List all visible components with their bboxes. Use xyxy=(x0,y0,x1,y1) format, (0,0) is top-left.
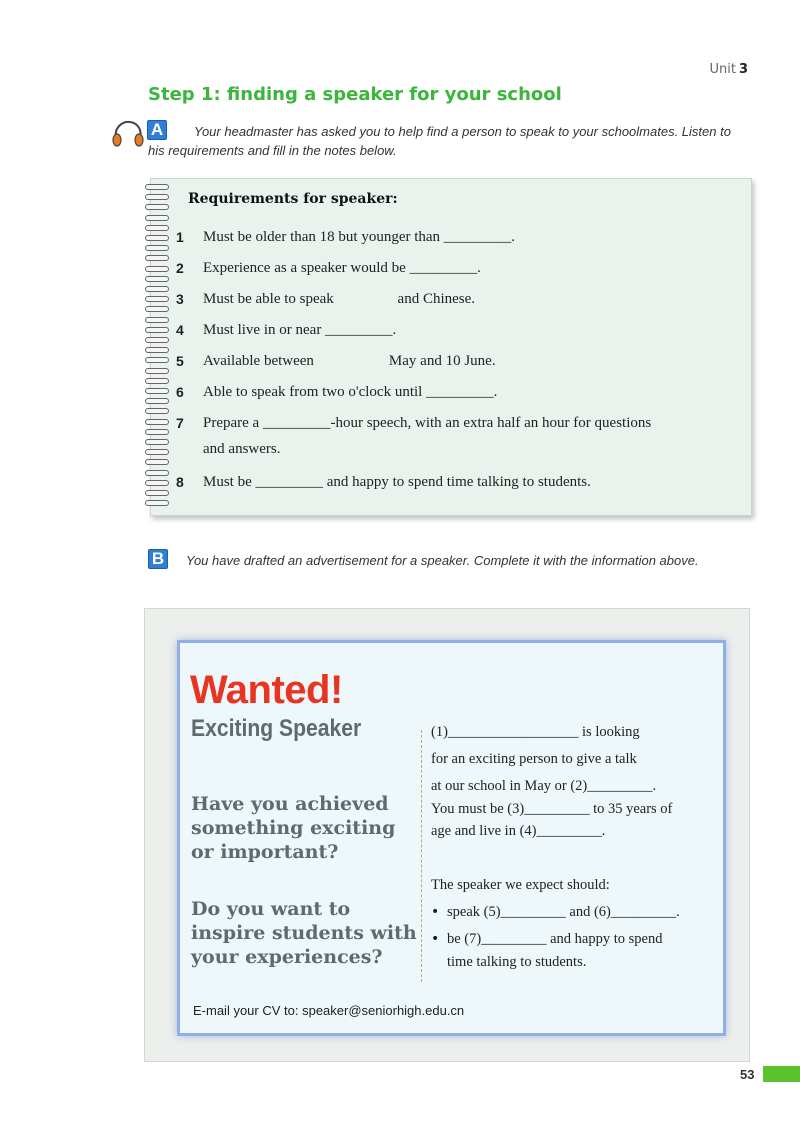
unit-number: 3 xyxy=(738,62,748,77)
spiral-ring xyxy=(145,306,169,312)
spiral-ring xyxy=(145,347,169,353)
unit-label: Unit 3 xyxy=(709,62,748,77)
ad-line: for an exciting person to give a talk xyxy=(431,751,637,767)
spiral-ring xyxy=(145,194,169,200)
spiral-ring xyxy=(145,184,169,190)
spiral-ring xyxy=(145,276,169,282)
spiral-ring xyxy=(145,500,169,506)
spiral-ring xyxy=(145,266,169,272)
spiral-ring xyxy=(145,388,169,394)
spiral-ring xyxy=(145,337,169,343)
spiral-ring xyxy=(145,398,169,404)
spiral-ring xyxy=(145,327,169,333)
spiral-ring xyxy=(145,470,169,476)
spiral-ring xyxy=(145,408,169,414)
ad-line: (1)__________________ is looking xyxy=(431,724,640,740)
spiral-ring xyxy=(145,429,169,435)
ad-bullet-continuation: time talking to students. xyxy=(447,954,587,970)
spiral-ring xyxy=(145,255,169,261)
spiral-ring xyxy=(145,490,169,496)
bullet-dot: • xyxy=(431,931,440,947)
page-number-bar xyxy=(763,1066,800,1082)
ad-line: You must be (3)_________ to 35 years of xyxy=(431,801,673,817)
spiral-ring xyxy=(145,286,169,292)
spiral-ring xyxy=(145,225,169,231)
section-b-instruction: You have drafted an advertisement for a speaker. Complete it with the information above. xyxy=(186,553,699,568)
spiral-ring xyxy=(145,378,169,384)
spiral-ring xyxy=(145,245,169,251)
spiral-ring xyxy=(145,235,169,241)
bullet-dot: • xyxy=(431,904,440,920)
poster-question-1: Have you achieved something exciting or important? xyxy=(191,793,396,863)
step-title: Step 1: finding a speaker for your school xyxy=(148,84,562,105)
ad-line: at our school in May or (2)_________. xyxy=(431,778,657,794)
spiral-ring xyxy=(145,368,169,374)
spiral-ring xyxy=(145,459,169,465)
spiral-ring xyxy=(145,357,169,363)
section-a-badge: A xyxy=(147,120,167,140)
requirements-title: Requirements for speaker: xyxy=(188,191,398,207)
spiral-ring xyxy=(145,215,169,221)
spiral-ring xyxy=(145,449,169,455)
spiral-ring xyxy=(145,317,169,323)
spiral-ring xyxy=(145,204,169,210)
section-b-badge: B xyxy=(148,549,168,569)
poster-headline: Wanted! xyxy=(190,668,343,712)
poster-email: E-mail your CV to: speaker@seniorhigh.edu.cn xyxy=(193,1003,465,1018)
spiral-ring xyxy=(145,419,169,425)
poster-divider xyxy=(421,730,422,982)
spiral-ring xyxy=(145,480,169,486)
section-a-instruction: Your headmaster has asked you to help find a person to speak to your schoolmates. Listen to his requirements and fill in the notes below. xyxy=(148,124,731,158)
spiral-ring xyxy=(145,296,169,302)
spiral-ring xyxy=(145,439,169,445)
ad-line: age and live in (4)_________. xyxy=(431,823,606,839)
ad-bullet: speak (5)_________ and (6)_________. xyxy=(447,904,680,920)
page-number: 53 xyxy=(740,1067,755,1082)
ad-bullet: be (7)_________ and happy to spend xyxy=(447,931,663,947)
headphones-icon xyxy=(110,116,146,152)
poster-question-2: Do you want to inspire students with your experiences? xyxy=(191,898,417,968)
notebook-spiral xyxy=(145,184,171,512)
poster-subheadline: Exciting Speaker xyxy=(191,715,362,742)
ad-expect-label: The speaker we expect should: xyxy=(431,877,610,893)
